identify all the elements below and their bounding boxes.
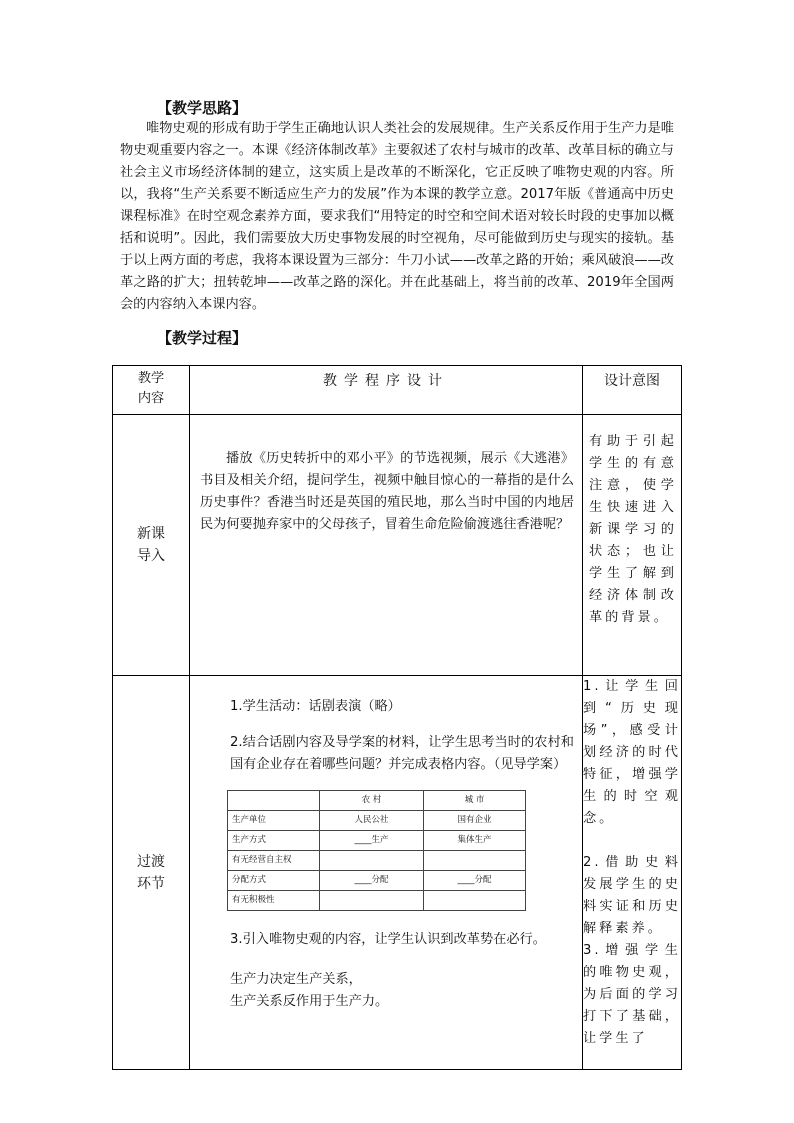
comparison-header-blank [228,791,320,811]
row1-design-intent: 有助于引起学生的有意注意，使学生快速进入新课学习的状态；也让学生了解到经济体制改革的背景。 [583,415,682,676]
row1-program-content: 播放《历史转折中的邓小平》的节选视频，展示《大逃港》书目及相关介绍，提问学生，视频中触目惊心的一幕指的是什么历史事件？香港当时还是英国的殖民地，那么当时中国的内地居民为何要抛弃家中的父母孩子，冒着生命危险偷渡逃往香港呢？ [190,415,583,676]
row1-label-line2: 导入 [137,548,165,564]
comparison-table-header [228,791,526,811]
comparison-cell [320,891,424,911]
teaching-idea-paragraph: 唯物史观的形成有助于学生正确地认识人类社会的发展规律。生产关系反作用于生产力是唯物史观重要内容之一。本课《经济体制改革》主要叙述了农村与城市的改革、改革目标的确立与社会主义市场经济体制的建立，这实质上是改革的不断深化，它正反映了唯物史观的内容。所以，我将“生产关系要不断适应生产力的发展”作为本课的教学立意。2017年版《普通高中历史课程标准》在时空观念素养方面，要求我们“用特定的时空和空间术语对较长时段的史事加以概括和说明”。因此，我们需要放大历史事物发展的时空视角，尽可能做到历史与现实的接轨。基于以上两方面的考虑，我将本课设置为三部分：牛刀小试——改革之路的开始；乘风破浪——改革之路的扩大；扭转乾坤——改革之路的深化。并在此基础上，将当前的改革、2019年全国两会的内容纳入本课内容。 [120,121,674,312]
comparison-cell [424,851,526,871]
intent-item-2: 2.借助史料发展学生的史料实证和历史解释素养。 [583,855,681,936]
comparison-cell [320,851,424,871]
materialism-line-2: 生产关系反作用于生产力。 [230,994,389,1009]
comparison-cell [424,891,526,911]
table-row [228,891,526,911]
intent-item-1: 1.让学生回到“历史现场”，感受计划经济的时代特征，增强学生的时空观念。 [583,679,681,826]
row2-label-line1: 过渡 [137,853,165,870]
section-heading-teaching-process: 【教学过程】 [157,329,248,347]
header-teaching-content [113,366,190,415]
activity-item-2: 2.结合话剧内容及导学案的材料，让学生思考当时的农村和国有企业存在着哪些问题？并完成表格内容。（见导学案） [230,735,574,772]
comparison-cell: ____分配 [424,871,526,891]
row2-design-intent [583,676,682,1070]
comparison-table [227,790,526,911]
table-row [228,831,526,851]
row2-program-content [190,676,583,1070]
table-row [113,415,682,676]
header-design-intent: 设计意图 [583,366,682,415]
section-heading-teaching-idea: 【教学思路】 [157,99,248,117]
comparison-cell: 有无积极性 [228,891,320,911]
comparison-cell: ____生产 [320,831,424,851]
comparison-cell: 国有企业 [424,811,526,831]
intent-item-3: 3.增强学生的唯物史观，为后面的学习打下了基础，让学生了 [583,943,681,1046]
materialism-line-1: 生产力决定生产关系， [230,972,362,987]
comparison-cell: 人民公社 [320,811,424,831]
comparison-cell: 有无经营自主权 [228,851,320,871]
header-col1-line2: 内容 [137,391,165,406]
table-header-row [113,366,682,415]
teaching-process-table [112,365,682,1070]
activity-item-1: 1.学生活动：话剧表演（略） [230,699,401,714]
header-program-design: 教学程序设计 [190,366,583,415]
comparison-header-urban: 城 市 [424,791,526,811]
comparison-cell: 生产单位 [228,811,320,831]
row1-label-line1: 新课 [137,526,165,542]
comparison-cell: 分配方式 [228,871,320,891]
table-row [228,871,526,891]
table-row [228,851,526,871]
row-label-transition [113,676,190,1070]
activity-item-3: 3.引入唯物史观的内容，让学生认识到改革势在必行。 [230,932,546,947]
header-col1-line1: 教学 [137,371,165,386]
row2-label-line2: 环节 [137,875,165,892]
table-row [228,811,526,831]
comparison-cell: 集体生产 [424,831,526,851]
comparison-cell: 生产方式 [228,831,320,851]
table-row [113,676,682,1070]
comparison-header-rural: 农 村 [320,791,424,811]
row-label-new-lesson [113,415,190,676]
comparison-cell: ____分配 [320,871,424,891]
